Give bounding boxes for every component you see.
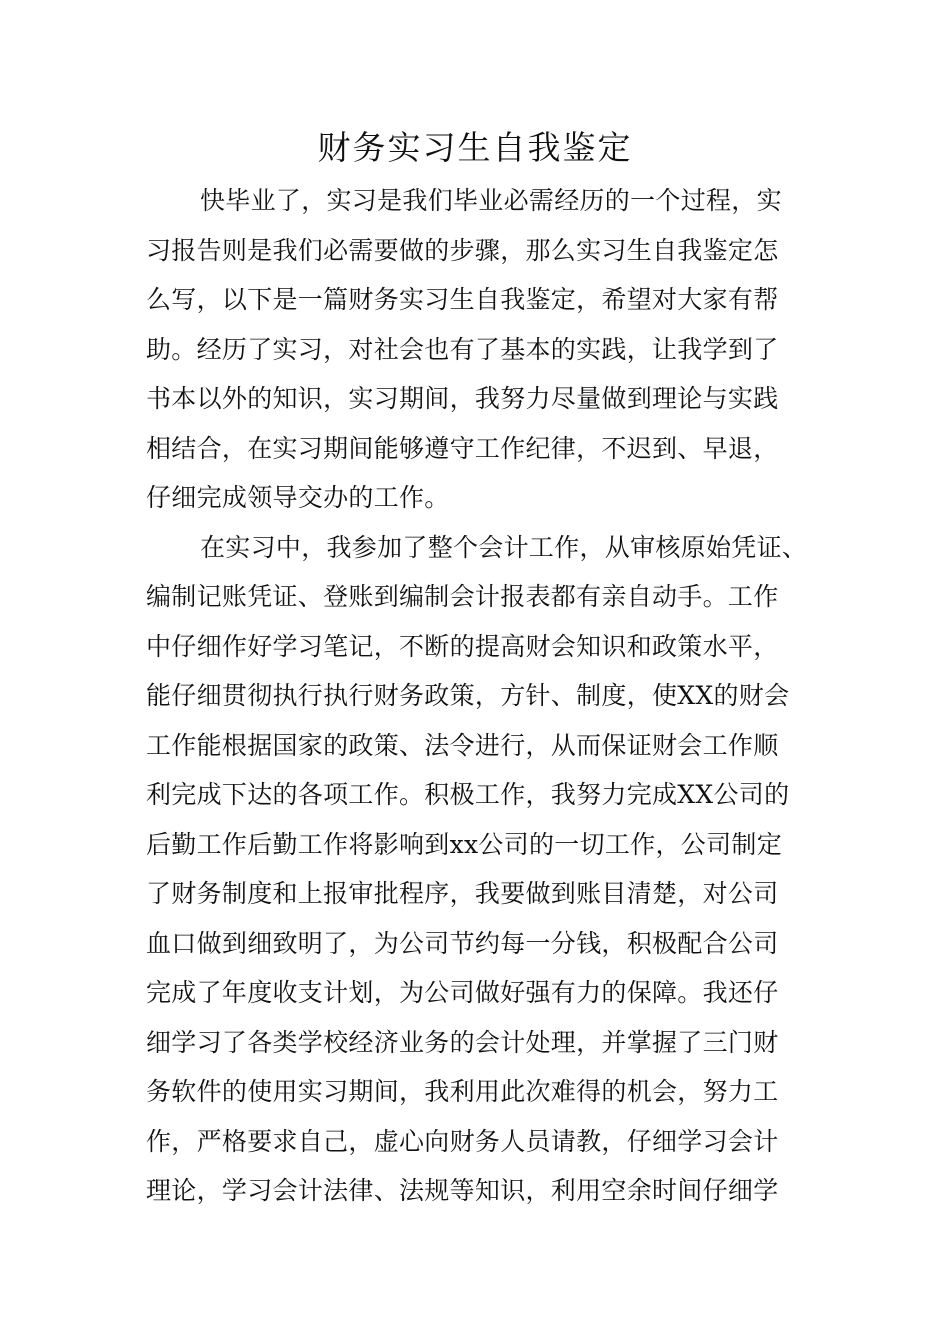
- paragraph-2-line-8: 了财务制度和上报审批程序，我要做到账目清楚，对公司: [146, 879, 779, 908]
- paragraph-2-line-9: 血口做到细致明了，为公司节约每一分钱，积极配合公司: [146, 928, 779, 958]
- paragraph-1-line-2: 习报告则是我们必需要做的步骤，那么实习生自我鉴定怎: [146, 235, 779, 265]
- paragraph-2-line-4: 能仔细贯彻执行执行财务政策，方针、制度，使XX的财会: [146, 681, 790, 710]
- paragraph-2-line-11: 细学习了各类学校经济业务的会计处理，并掌握了三门财: [146, 1027, 779, 1057]
- paragraph-2-line-14: 理论，学习会计法律、法规等知识，利用空余时间仔细学: [146, 1176, 779, 1205]
- paragraph-1-line-4: 助。经历了实习，对社会也有了基本的实践，让我学到了: [146, 334, 779, 364]
- paragraph-2-line-3: 中仔细作好学习笔记，不断的提高财会知识和政策水平，: [146, 631, 779, 661]
- document-body: [146, 176, 826, 1216]
- paragraph-2-line-1: 在实习中，我参加了整个会计工作，从审核原始凭证、: [200, 532, 808, 562]
- paragraph-2-line-10: 完成了年度收支计划，为公司做好强有力的保障。我还仔: [146, 978, 779, 1007]
- paragraph-1-line-3: 么写，以下是一篇财务实习生自我鉴定，希望对大家有帮: [146, 285, 779, 314]
- paragraph-2-line-12: 务软件的使用实习期间，我利用此次难得的机会，努力工: [146, 1077, 779, 1106]
- paragraph-1-line-1: 快毕业了，实习是我们毕业必需经历的一个过程，实: [200, 186, 782, 215]
- paragraph-2-line-5: 工作能根据国家的政策、法令进行，从而保证财会工作顺: [146, 730, 779, 760]
- paragraph-1-line-7: 仔细完成领导交办的工作。: [146, 483, 450, 512]
- paragraph-1-line-6: 相结合，在实习期间能够遵守工作纪律，不迟到、早退，: [146, 433, 779, 463]
- paragraph-1-line-5: 书本以外的知识，实习期间，我努力尽量做到理论与实践: [146, 384, 779, 413]
- paragraph-2-line-7: 后勤工作后勤工作将影响到xx公司的一切工作，公司制定: [146, 829, 783, 859]
- paragraph-2-line-2: 编制记账凭证、登账到编制会计报表都有亲自动手。工作: [146, 582, 779, 611]
- document-title: 财务实习生自我鉴定: [317, 128, 633, 167]
- paragraph-2-line-6: 利完成下达的各项工作。积极工作，我努力完成XX公司的: [146, 780, 790, 809]
- paragraph-2-line-13: 作，严格要求自己，虚心向财务人员请教，仔细学习会计: [146, 1126, 779, 1156]
